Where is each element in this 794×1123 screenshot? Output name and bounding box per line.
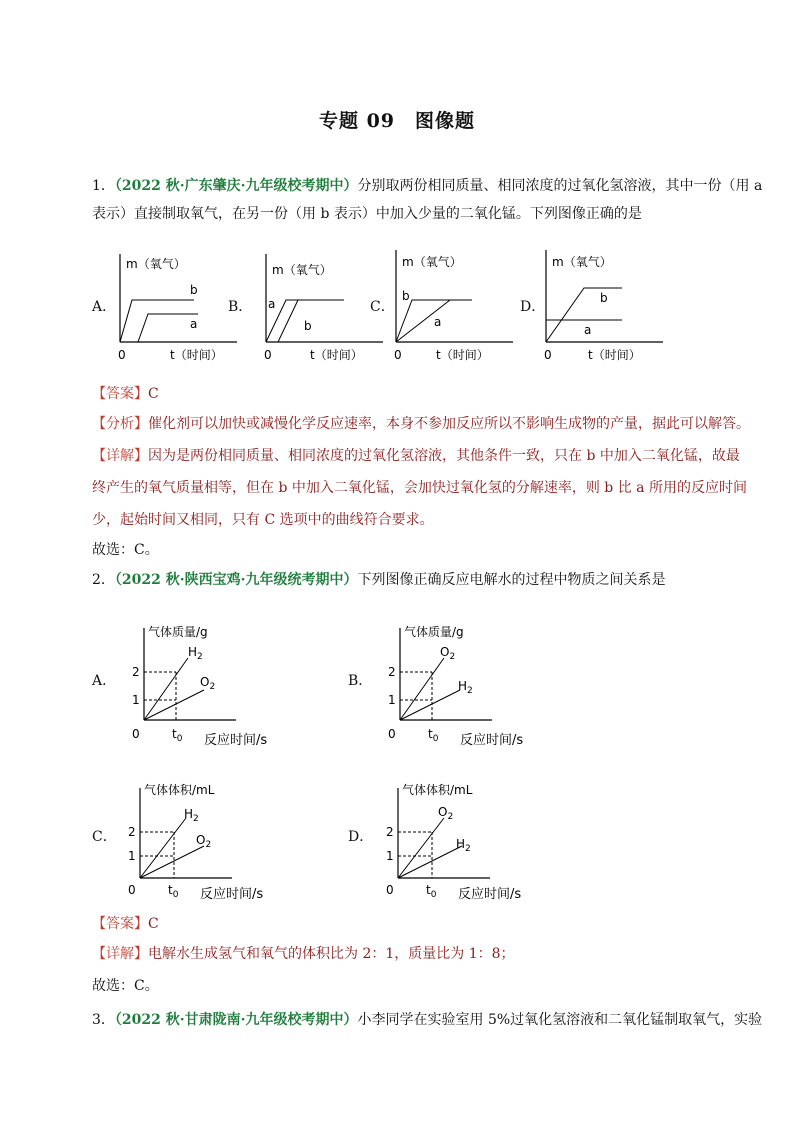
q2-detail-text: 电解水生成氢气和氧气的体积比为 2：1，质量比为 1：8； [148, 946, 515, 962]
q1-analysis [92, 414, 750, 434]
q2-graph-c [114, 774, 284, 914]
q1c-xlabel: t（时间） [436, 348, 489, 362]
q2a-y1: 1 [132, 693, 140, 707]
q3-source: （2022 秋·甘肃陇南·九年级校考期中） [114, 1012, 358, 1028]
q2d-label-shallow: $H_2$ [456, 837, 471, 854]
q1-detail-line2: 终产生的氧气质量相等，但在 b 中加入二氧化锰，会加快过氧化氢的分解速率，则 b 比 a 所用的反应时间 [92, 480, 747, 496]
q2a-label-steep: $H_2$ [188, 645, 203, 662]
q2-conclusion: 故选：C。 [92, 978, 159, 994]
q2-answer-value: C [148, 916, 159, 932]
q2b-origin: 0 [388, 727, 396, 741]
q1-detail-label: 【详解】 [92, 448, 148, 464]
q2-answer-label: 【答案】 [92, 916, 148, 932]
q1-analysis-text: 催化剂可以加快或减慢化学反应速率，本身不参加反应所以不影响生成物的产量，据此可以解答。 [148, 416, 750, 432]
q1-graph-c [388, 246, 518, 368]
q1a-label-a: a [190, 317, 198, 331]
q1c-label-b: b [402, 289, 410, 303]
q1-text-line1: 分别取两份相同质量、相同浓度的过氧化氢溶液，其中一份（用 a [357, 178, 763, 194]
q2b-ylabel: 气体质量/g [404, 625, 464, 639]
q1-number: 1． [92, 178, 115, 194]
q2a-line-steep [144, 658, 188, 720]
q1-answer-value: C [148, 386, 159, 402]
q2c-line-shallow [140, 846, 204, 878]
q2b-line-shallow [400, 690, 460, 720]
q1c-ylabel: m（氧气） [402, 255, 462, 269]
q1-answer [92, 384, 732, 404]
q1-graph-a [112, 246, 242, 368]
q2a-ylabel: 气体质量/g [148, 625, 208, 639]
q2-stem [92, 570, 732, 590]
q2c-y2: 2 [128, 825, 136, 839]
q1-graph-d [538, 246, 668, 368]
q1d-label-a: a [584, 323, 592, 337]
q2-graph-b [374, 614, 544, 754]
q1-source: （2022 秋·广东肇庆·九年级校考期中） [114, 178, 358, 194]
q2-option-d-letter: D． [348, 829, 374, 845]
q1-option-c-letter: C． [370, 299, 395, 315]
q2-detail-label: 【详解】 [92, 946, 148, 962]
q2c-origin: 0 [128, 883, 136, 897]
q2-detail [92, 944, 732, 964]
q2c-label-steep: $H_2$ [184, 807, 199, 824]
q2-answer [92, 914, 732, 934]
q1d-origin: 0 [544, 348, 552, 362]
q2a-t0: $t_0$ [172, 727, 183, 744]
q1-analysis-label: 【分析】 [92, 416, 148, 432]
q1a-ylabel: m（氧气） [126, 257, 186, 271]
q1d-xlabel: t（时间） [588, 348, 641, 362]
q2-source: （2022 秋·陕西宝鸡·九年级统考期中） [114, 572, 358, 588]
q1a-xlabel: t（时间） [170, 348, 223, 362]
q2d-y1: 1 [386, 849, 394, 863]
q3-number: 3． [92, 1012, 115, 1028]
q1d-label-b: b [600, 291, 608, 305]
q1-option-a-letter: A． [92, 299, 117, 315]
q1-detail [92, 446, 740, 466]
q1c-origin: 0 [394, 348, 402, 362]
q1-detail-line3: 少，起始时间又相同，只有 C 选项中的曲线符合要求。 [92, 512, 434, 528]
q3-stem [92, 1010, 763, 1030]
q1-option-d-letter: D． [520, 299, 546, 315]
q1-text-line2: 表示）直接制取氧气，在另一份（用 b 表示）中加入少量的二氧化锰。下列图像正确的是 [92, 206, 642, 222]
q2c-t0: $t_0$ [168, 883, 179, 900]
q2d-origin: 0 [386, 883, 394, 897]
q1b-label-b: b [304, 319, 312, 333]
q2d-ylabel: 气体体积/mL [402, 783, 473, 797]
q2a-line-shallow [144, 690, 204, 720]
q2b-t0: $t_0$ [428, 727, 439, 744]
q1b-curve-b [278, 300, 298, 342]
q2b-y1: 1 [388, 693, 396, 707]
q2b-xlabel: 反应时间/s [460, 733, 524, 748]
q2-graph-a [118, 614, 288, 754]
q1a-label-b: b [190, 283, 198, 297]
q1-stem-line1 [92, 176, 763, 196]
q1-answer-label: 【答案】 [92, 386, 148, 402]
q2a-xlabel: 反应时间/s [204, 733, 268, 748]
q1d-ylabel: m（氧气） [552, 255, 612, 269]
q2d-line-shallow [398, 846, 462, 878]
q2b-label-steep: $O_2$ [440, 645, 456, 662]
q1a-curve-b [120, 300, 194, 342]
q1a-curve-a [138, 314, 198, 342]
q2-option-a-letter: A． [92, 673, 117, 689]
q2c-line-steep [140, 818, 186, 878]
q2-graph-d [372, 774, 542, 914]
q2b-line-steep [400, 658, 444, 720]
q2c-label-shallow: $O_2$ [196, 833, 212, 850]
q1b-label-a: a [268, 297, 276, 311]
page-title: 专题 09 图像题 [318, 110, 476, 132]
q2-option-b-letter: B． [348, 673, 373, 689]
q1-conclusion: 故选：C。 [92, 542, 159, 558]
q2a-y2: 2 [132, 665, 140, 679]
q1b-origin: 0 [264, 348, 272, 362]
q2-option-c-letter: C． [92, 829, 117, 845]
q2d-t0: $t_0$ [426, 883, 437, 900]
q2d-label-steep: $O_2$ [438, 805, 454, 822]
q2b-label-shallow: $H_2$ [458, 679, 473, 696]
q1b-xlabel: t（时间） [310, 348, 363, 362]
q2d-y2: 2 [386, 825, 394, 839]
q1-option-b-letter: B． [228, 299, 253, 315]
q2d-xlabel: 反应时间/s [458, 887, 522, 902]
q1b-ylabel: m（氧气） [272, 263, 332, 277]
q2c-ylabel: 气体体积/mL [144, 783, 215, 797]
q2c-xlabel: 反应时间/s [200, 887, 264, 902]
q2-number: 2． [92, 572, 115, 588]
q2d-line-steep [398, 818, 444, 878]
q2b-y2: 2 [388, 665, 396, 679]
q3-text: 小李同学在实验室用 5%过氧化氢溶液和二氧化锰制取氧气，实验 [357, 1012, 763, 1028]
q1c-label-a: a [434, 315, 442, 329]
q2a-label-shallow: $O_2$ [200, 675, 216, 692]
q2-text: 下列图像正确反应电解水的过程中物质之间关系是 [357, 572, 666, 588]
q2c-y1: 1 [128, 849, 136, 863]
q1-graph-b [258, 246, 388, 368]
q2a-origin: 0 [132, 727, 140, 741]
q1-detail-line1: 因为是两份相同质量、相同浓度的过氧化氢溶液，其他条件一致，只在 b 中加入二氧化锰，故最 [148, 448, 740, 464]
q1a-origin: 0 [118, 348, 126, 362]
